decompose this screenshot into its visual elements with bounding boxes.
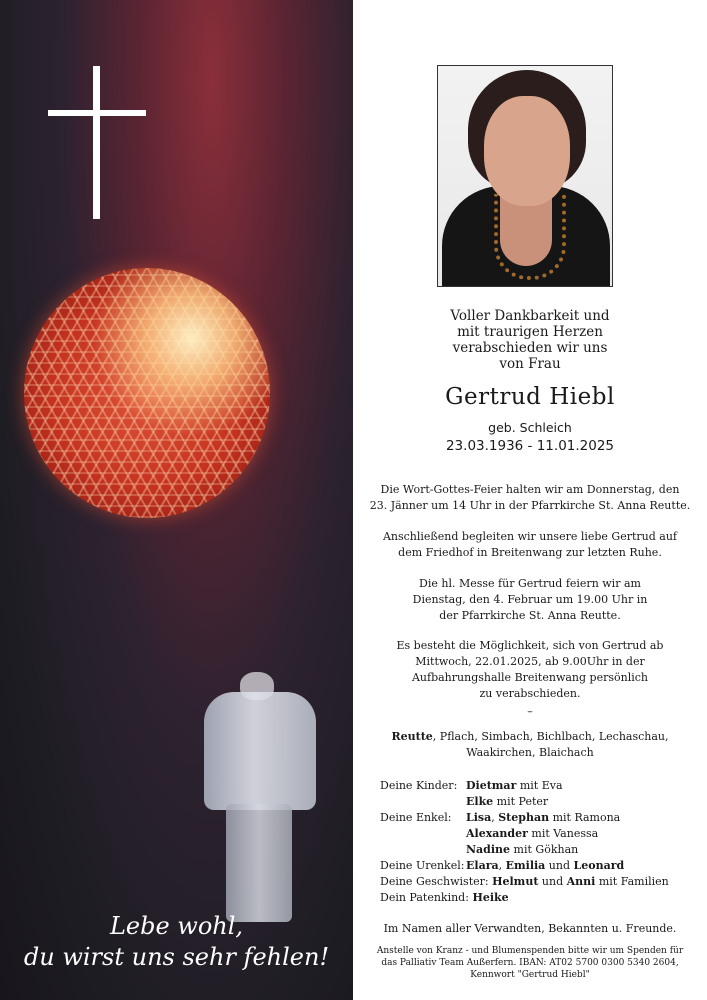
paragraph-line: Aufbahrungshalle Breitenwang persönlich [411,671,648,684]
family-value [466,858,624,874]
intro-line: mit traurigen Herzen [457,324,603,340]
paragraph-line: Die hl. Messe für Gertrud feiern wir am [419,577,641,590]
paragraph-service [353,482,707,514]
closing-line: Im Namen aller Verwandten, Bekannten u. Freunde. [383,922,677,935]
family-rest: mit Ramona [549,811,621,824]
family-value [466,810,620,826]
family-row [380,826,700,842]
family-name: Stephan [498,811,550,824]
family-name: Nadine [466,843,511,856]
paragraph-burial [353,529,707,561]
family-rest: mit Vanessa [527,827,599,840]
family-name: Lisa [466,811,492,824]
family-name: Dietmar [466,779,517,792]
family-name: Alexander [466,827,528,840]
paragraph-line: 23. Jänner um 14 Uhr in der Pfarrkirche St. Anna Reutte. [369,499,691,512]
paragraph-line: zu verabschieden. [479,687,581,700]
family-name: Emilia [505,859,546,872]
family-sep: , [491,811,499,824]
paragraph-line: Anschließend begleiten wir unsere liebe Gertrud auf [382,530,678,543]
family-name: Elke [466,795,494,808]
paragraph-line: Die Wort-Gottes-Feier halten wir am Donnerstag, den [380,483,680,496]
deceased-name: Gertrud Hiebl [445,384,615,410]
paragraph-mass [353,576,707,624]
family-label-empty [380,826,466,842]
walking-person-image [200,672,330,932]
family-row [380,794,700,810]
family-label: Deine Kinder: [380,779,458,792]
photo-necklace [494,194,566,280]
family-label: Deine Geschwister: [380,875,489,888]
places-list [353,729,707,761]
family-label-empty [380,794,466,810]
intro-line: Voller Dankbarkeit und [450,308,610,324]
family-name: Helmut [492,875,539,888]
family-list [380,778,700,906]
paragraph-line: Mittwoch, 22.01.2025, ab 9.00Uhr in der [415,655,645,668]
family-sep: und [538,875,567,888]
family-row [380,778,700,794]
family-label: Dein Patenkind: [380,891,469,904]
family-name: Leonard [573,859,625,872]
family-value [469,890,509,906]
cross-icon-bar [48,110,146,116]
family-value [466,826,598,842]
person-body [204,692,316,810]
paragraph-line: dem Friedhof in Breitenwang zur letzten Ruhe. [398,546,662,559]
photo-face [484,96,570,206]
family-rest: mit Peter [493,795,549,808]
maiden-name: geb. Schleich [488,420,572,435]
place-bold: Reutte [391,730,433,743]
paragraph-line: Es besteht die Möglichkeit, sich von Gertrud ab [396,639,664,652]
portrait-photo [437,65,613,287]
farewell-line-1: Lebe wohl, [109,912,244,940]
intro-line: verabschieden wir uns [452,340,608,356]
family-value [466,842,578,858]
paragraph-line: Dienstag, den 4. Februar um 19.00 Uhr in [412,593,648,606]
places-rest: , Pflach, Simbach, Bichlbach, Lechaschau, [432,730,669,743]
family-row [380,842,700,858]
paragraph-line: der Pfarrkirche St. Anna Reutte. [439,609,621,622]
family-label-empty [380,842,466,858]
family-sep: , [498,859,506,872]
family-rest: mit Familien [595,875,669,888]
family-row [380,858,700,874]
life-dates: 23.03.1936 - 11.01.2025 [445,438,615,454]
family-sep: und [545,859,574,872]
paragraph-viewing [353,638,707,702]
places-line: Waakirchen, Blaichach [466,746,594,759]
note-line: Anstelle von Kranz - und Blumenspenden bitte wir um Spenden für [376,946,684,956]
family-name: Elara [466,859,499,872]
family-value [489,874,669,890]
intro-text [353,308,707,372]
note-line: das Palliativ Team Außerfern. IBAN: AT02 5700 0300 5340 2604, [381,958,679,968]
family-row [380,874,700,890]
family-row [380,890,700,906]
farewell-line-2: du wirst uns sehr fehlen! [23,943,330,971]
note-line: Kennwort "Gertrud Hiebl" [470,970,590,980]
family-rest: mit Eva [516,779,563,792]
separator-dash: – [527,705,533,718]
obituary-text-panel [353,0,707,1000]
intro-line: von Frau [499,356,561,372]
family-label: Deine Enkel: [380,811,452,824]
person-legs [226,804,292,922]
places-line [353,729,707,745]
family-value [466,794,548,810]
memorial-image-panel [0,0,353,1000]
family-row [380,810,700,826]
family-label: Deine Urenkel: [380,859,465,872]
cross-icon [93,66,100,219]
family-value [466,778,563,794]
family-name: Anni [566,875,596,888]
family-rest: mit Gökhan [510,843,579,856]
donation-note [353,945,707,981]
glowing-sphere-image [24,268,270,518]
family-name: Heike [472,891,509,904]
